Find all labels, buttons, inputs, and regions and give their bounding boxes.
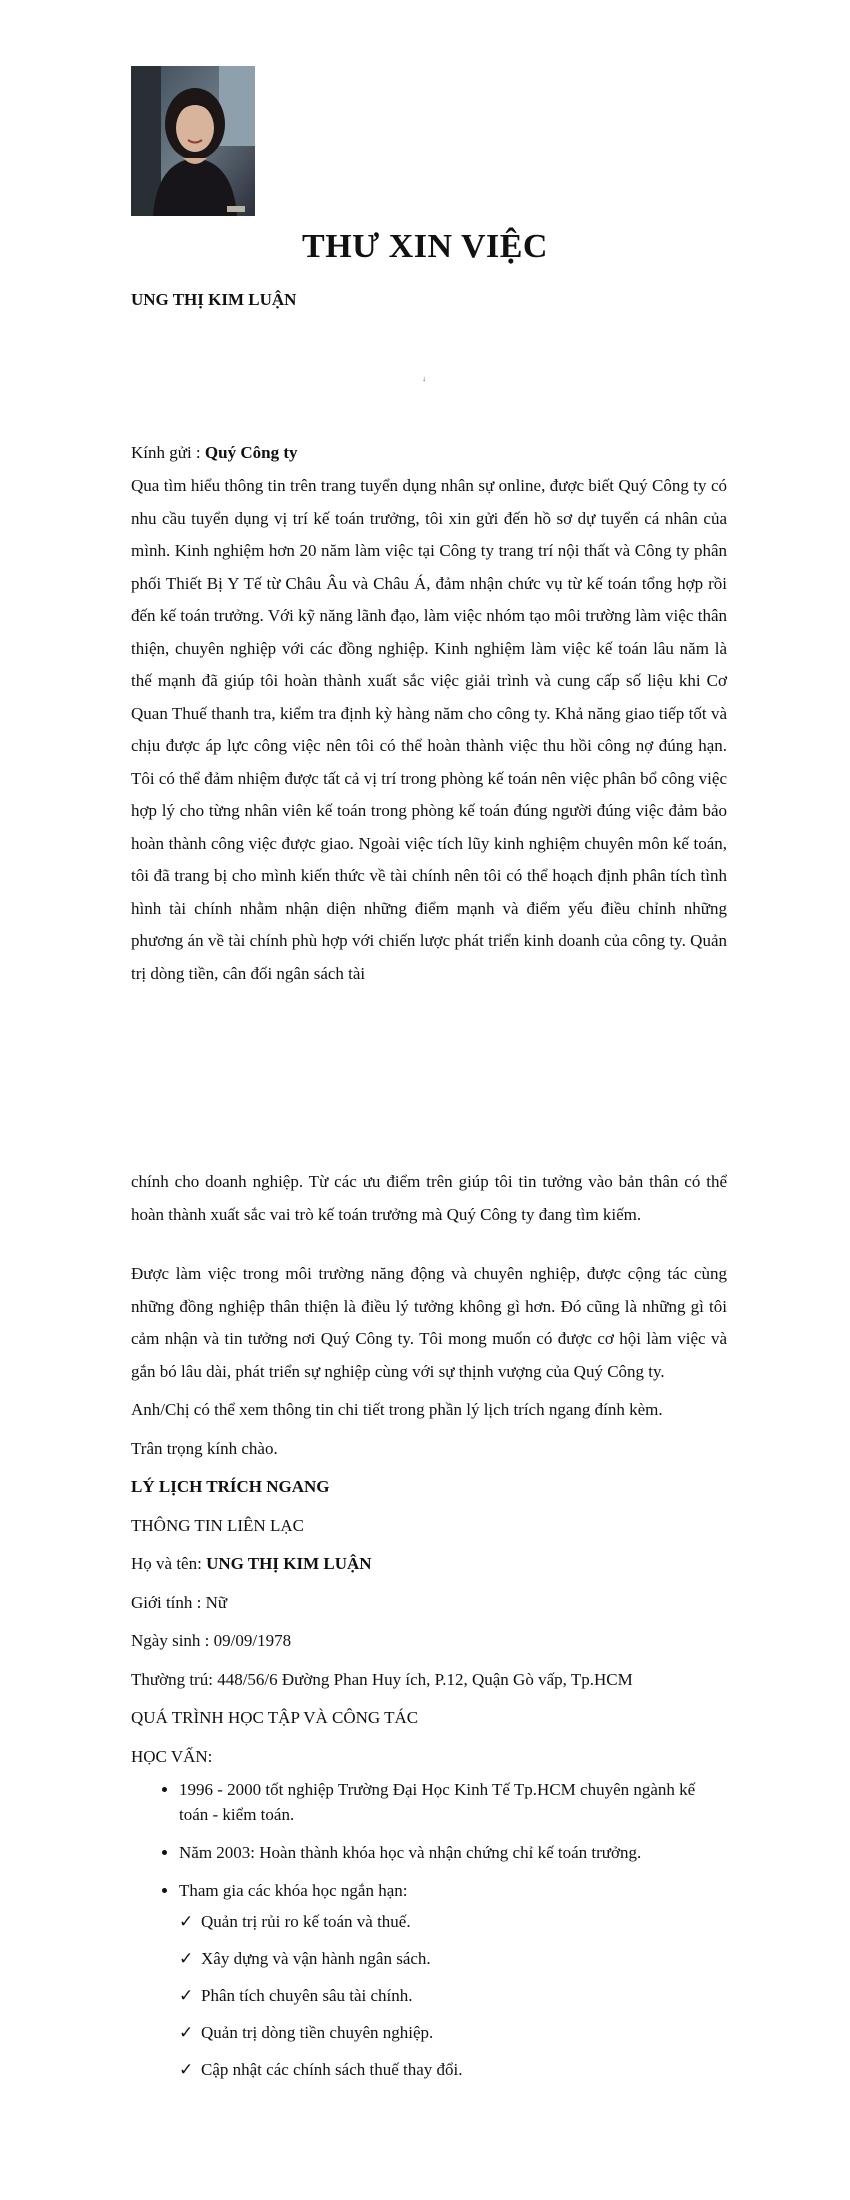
education-list — [131, 1777, 727, 2082]
salutation-prefix: Kính gửi : — [131, 443, 205, 462]
profile-photo — [131, 66, 255, 216]
education-heading: HỌC VẤN: — [131, 1746, 213, 1766]
check-icon: ✓ — [179, 1986, 194, 2005]
portrait-image — [131, 66, 255, 216]
letter-paragraph-1-continued: chính cho doanh nghiệp. Từ các ưu điểm trên giúp tôi tin tưởng vào bản thân có thể hoàn thành xuất sắc vai trò kế toán trưởng mà Quý Công ty đang tìm kiếm. — [131, 1172, 727, 1224]
resume-heading: LÝ LỊCH TRÍCH NGANG — [131, 1477, 330, 1496]
salutation-recipient: Quý Công ty — [204, 443, 298, 462]
full-name-value: UNG THỊ KIM LUẬN — [206, 1554, 372, 1573]
list-item — [179, 1946, 727, 1971]
list-item — [179, 1983, 727, 2008]
address: Thường trú: 448/56/6 Đường Phan Huy ích, P.12, Quận Gò vấp, Tp.HCM — [131, 1669, 633, 1689]
small-mark: ↓ — [422, 374, 426, 383]
list-item: • Năm 2003: Hoàn thành khóa học và nhận chứng chỉ kế toán trưởng. — [179, 1840, 727, 1865]
check-icon: ✓ — [179, 2023, 194, 2042]
course-label: Cập nhật các chính sách thuế thay đổi. — [201, 2060, 463, 2079]
check-icon: ✓ — [179, 1912, 194, 1931]
letter-closing: Trân trọng kính chào. — [131, 1438, 278, 1458]
full-name — [131, 1548, 727, 1581]
letter-paragraph-1: Qua tìm hiểu thông tin trên trang tuyển dụng nhân sự online, được biết Quý Công ty có nhu cầu tuyển dụng vị trí kế toán trưởng, tôi xin gửi đến hồ sơ dự tuyển cá nhân của mình. Kinh nghiệm hơn 20 năm làm việc tại Công ty trang trí nội thất và Công ty phân phối Thiết Bị Y Tế từ Châu Âu và Châu Á, đảm nhận chức vụ từ kế toán tổng hợp rồi đến kế toán trưởng. Với kỹ năng lãnh đạo, làm việc nhóm tạo môi trường làm việc thân thiện, chuyên nghiệp với các đồng nghiệp. Kinh nghiệm làm việc kế toán lâu năm là thế mạnh đã giúp tôi hoàn thành xuất sắc việc giải trình và cung cấp số liệu khi Cơ Quan Thuế thanh tra, kiểm tra định kỳ hàng năm cho công ty. Khả năng giao tiếp tốt và chịu được áp lực công việc nên tôi có thể hoàn thành việc thu hồi công nợ đúng hạn. Tôi có thể đảm nhiệm được tất cả vị trí trong phòng kế toán nên việc phân bổ công việc hợp lý cho từng nhân viên kế toán trong phòng kế toán đúng người đúng việc đảm bảo hoàn thành công việc được giao. Ngoài việc tích lũy kinh nghiệm chuyên môn kế toán, tôi đã trang bị cho mình kiến thức về tài chính nên tôi có thể hoạch định phân tích tình hình tài chính nhằm nhận diện những điểm mạnh và điểm yếu điều chỉnh những phương án về tài chính phù hợp với chiến lược phát triển kinh doanh của công ty. Quản trị dòng tiền, cân đối ngân sách tài — [131, 476, 727, 983]
list-item — [179, 1909, 727, 1934]
page-two-block — [131, 1166, 727, 1231]
letter-and-resume — [131, 1258, 727, 2095]
history-heading: QUÁ TRÌNH HỌC TẬP VÀ CÔNG TÁC — [131, 1708, 419, 1727]
full-name-label: Họ và tên: — [131, 1554, 207, 1573]
list-item — [179, 2020, 727, 2045]
gender: Giới tính : Nữ — [131, 1592, 228, 1612]
list-item: • 1996 - 2000 tốt nghiệp Trường Đại Học Kinh Tế Tp.HCM chuyên ngành kế toán - kiểm toán. — [179, 1777, 727, 1827]
check-icon: ✓ — [179, 2060, 194, 2079]
course-label: Xây dựng và vận hành ngân sách. — [201, 1949, 431, 1968]
course-label: Quản trị rủi ro kế toán và thuế. — [201, 1912, 411, 1931]
page-title: THƯ XIN VIỆC — [302, 228, 548, 265]
list-item — [179, 1878, 727, 2082]
salutation — [131, 437, 727, 470]
contact-heading: THÔNG TIN LIÊN LẠC — [131, 1515, 304, 1535]
short-courses-label: Tham gia các khóa học ngắn hạn: — [179, 1881, 408, 1900]
birthdate: Ngày sinh : 09/09/1978 — [131, 1631, 292, 1650]
applicant-name: UNG THỊ KIM LUẬN — [131, 290, 297, 309]
list-item — [179, 2057, 727, 2082]
letter-paragraph-2: Được làm việc trong môi trường năng động và chuyên nghiệp, được cộng tác cùng những đồng nghiệp thân thiện là điều lý tưởng không gì hơn. Đó cũng là những gì tôi cảm nhận và tin tưởng nơi Quý Công ty. Tôi mong muốn có được cơ hội làm việc và gắn bó lâu dài, phát triển sự nghiệp cùng với sự thịnh vượng của Quý Công ty. — [131, 1264, 727, 1381]
check-icon: ✓ — [179, 1949, 194, 1968]
short-courses-list — [179, 1909, 727, 2082]
letter-paragraph-3: Anh/Chị có thể xem thông tin chi tiết trong phần lý lịch trích ngang đính kèm. — [131, 1400, 663, 1419]
course-label: Phân tích chuyên sâu tài chính. — [201, 1986, 413, 2005]
course-label: Quản trị dòng tiền chuyên nghiệp. — [201, 2023, 434, 2042]
